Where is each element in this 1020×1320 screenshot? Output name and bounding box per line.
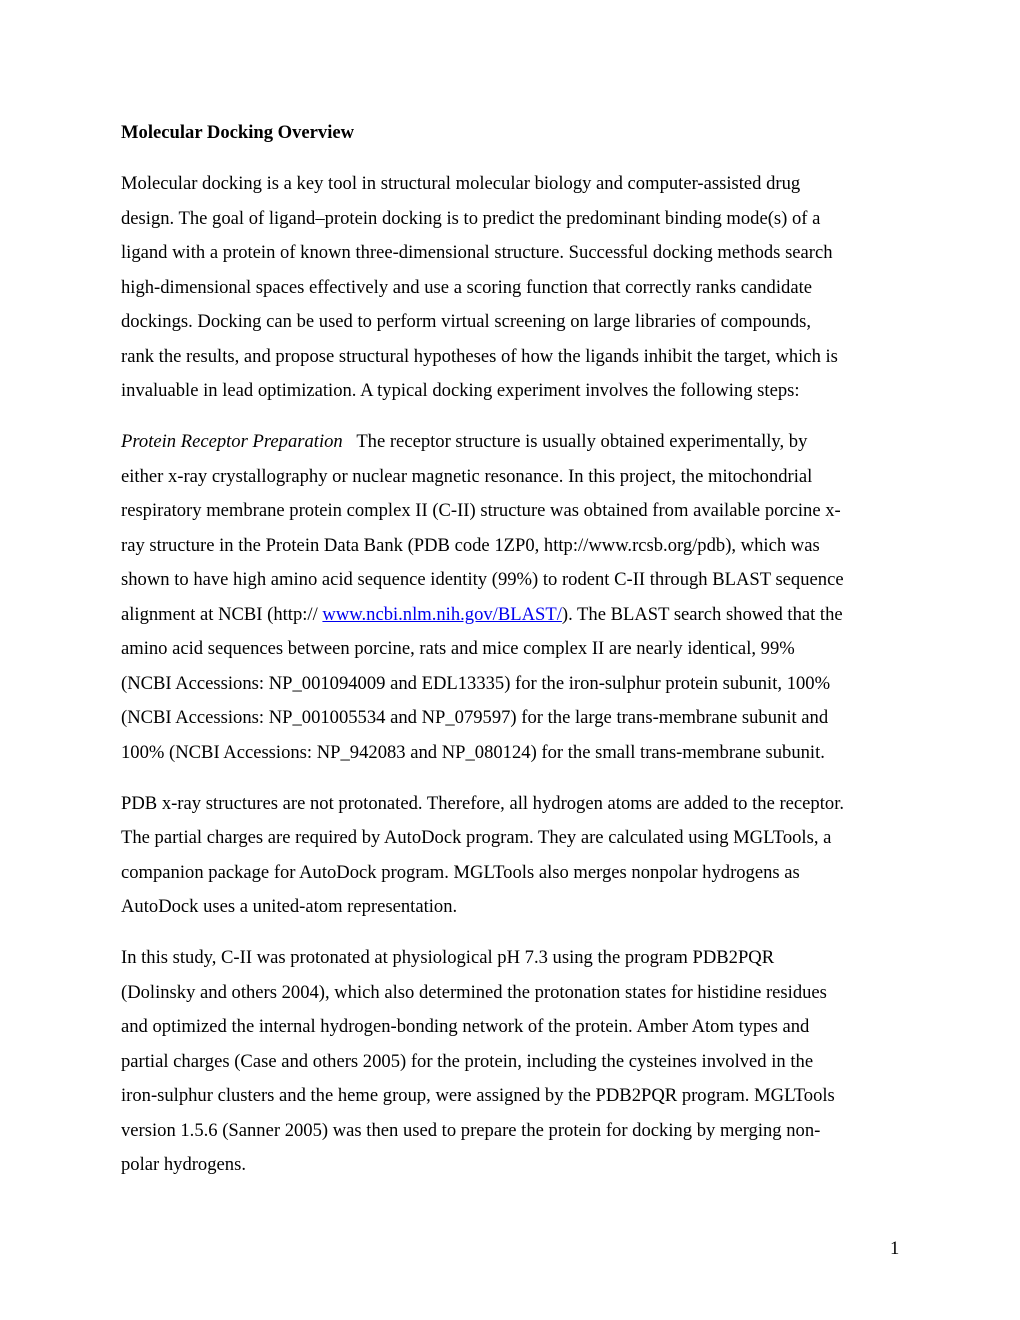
text-line: 100% (NCBI Accessions: NP_942083 and NP_080124) for the small trans-membrane subunit. (121, 741, 825, 763)
text-line: design. The goal of ligand–protein docking is to predict the predominant binding mode(s) of a (121, 207, 821, 229)
text: alignment at NCBI (http:// (121, 603, 323, 625)
text-line: dockings. Docking can be used to perform virtual screening on large libraries of compounds, (121, 311, 812, 332)
text-line: rank the results, and propose structural hypotheses of how the ligands inhibit the target, which is (121, 345, 838, 367)
text-line: (Dolinsky and others 2004), which also determined the protonation states for histidine residues (121, 981, 827, 1003)
text-line: (NCBI Accessions: NP_001005534 and NP_079597) for the large trans-membrane subunit and (121, 707, 829, 728)
paragraph-intro (121, 167, 921, 409)
text-line: PDB x-ray structures are not protonated. Therefore, all hydrogen atoms are added to the receptor. (121, 792, 845, 814)
document-title: Molecular Docking Overview (121, 122, 355, 143)
text-line: high-dimensional spaces effectively and use a scoring function that correctly ranks candidate (121, 276, 812, 298)
text-line: shown to have high amino acid sequence identity (99%) to rodent C-II through BLAST sequence (121, 569, 844, 590)
document-body (121, 116, 921, 1199)
paragraph-study (121, 941, 921, 1183)
text: ). The BLAST search showed that the (561, 603, 843, 625)
text-line (121, 425, 921, 460)
text-line: amino acid sequences between porcine, rats and mice complex II are nearly identical, 99% (121, 638, 795, 659)
text-line: either x-ray crystallography or nuclear magnetic resonance. In this project, the mitochondrial (121, 465, 813, 487)
text-line (121, 598, 921, 633)
paragraph-receptor-preparation (121, 425, 921, 770)
section-heading: Protein Receptor Preparation (121, 431, 343, 452)
text-line: polar hydrogens. (121, 1154, 246, 1175)
text-line: partial charges (Case and others 2005) for the protein, including the cysteines involved in the (121, 1050, 814, 1072)
text-line: (NCBI Accessions: NP_001094009 and EDL13335) for the iron-sulphur protein subunit, 100% (121, 672, 831, 694)
text-line: version 1.5.6 (Sanner 2005) was then used to prepare the protein for docking by merging non- (121, 1119, 821, 1141)
text-line: ray structure in the Protein Data Bank (PDB code 1ZP0, http://www.rcsb.org/pdb), which was (121, 534, 820, 556)
paragraph-protonation (121, 787, 921, 925)
blast-link[interactable]: www.ncbi.nlm.nih.gov/BLAST/ (322, 603, 562, 625)
text-line: iron-sulphur clusters and the heme group, were assigned by the PDB2PQR program. MGLTools (121, 1085, 835, 1106)
text-line: The partial charges are required by AutoDock program. They are calculated using MGLTools, a (121, 827, 832, 848)
text-line: respiratory membrane protein complex II (C-II) structure was obtained from available porcine x- (121, 500, 841, 521)
text-line: ligand with a protein of known three-dimensional structure. Successful docking methods search (121, 242, 833, 263)
text-line: invaluable in lead optimization. A typical docking experiment involves the following steps: (121, 380, 800, 401)
text-line: companion package for AutoDock program. MGLTools also merges nonpolar hydrogens as (121, 861, 800, 883)
text-line: AutoDock uses a united-atom representation. (121, 896, 458, 917)
text: The receptor structure is usually obtained experimentally, by (356, 431, 808, 452)
text-line: Molecular docking is a key tool in structural molecular biology and computer-assisted drug (121, 173, 801, 194)
page-number: 1 (890, 1238, 900, 1259)
text-line: and optimized the internal hydrogen-bonding network of the protein. Amber Atom types and (121, 1016, 810, 1037)
text-line: In this study, C-II was protonated at physiological pH 7.3 using the program PDB2PQR (121, 947, 775, 968)
